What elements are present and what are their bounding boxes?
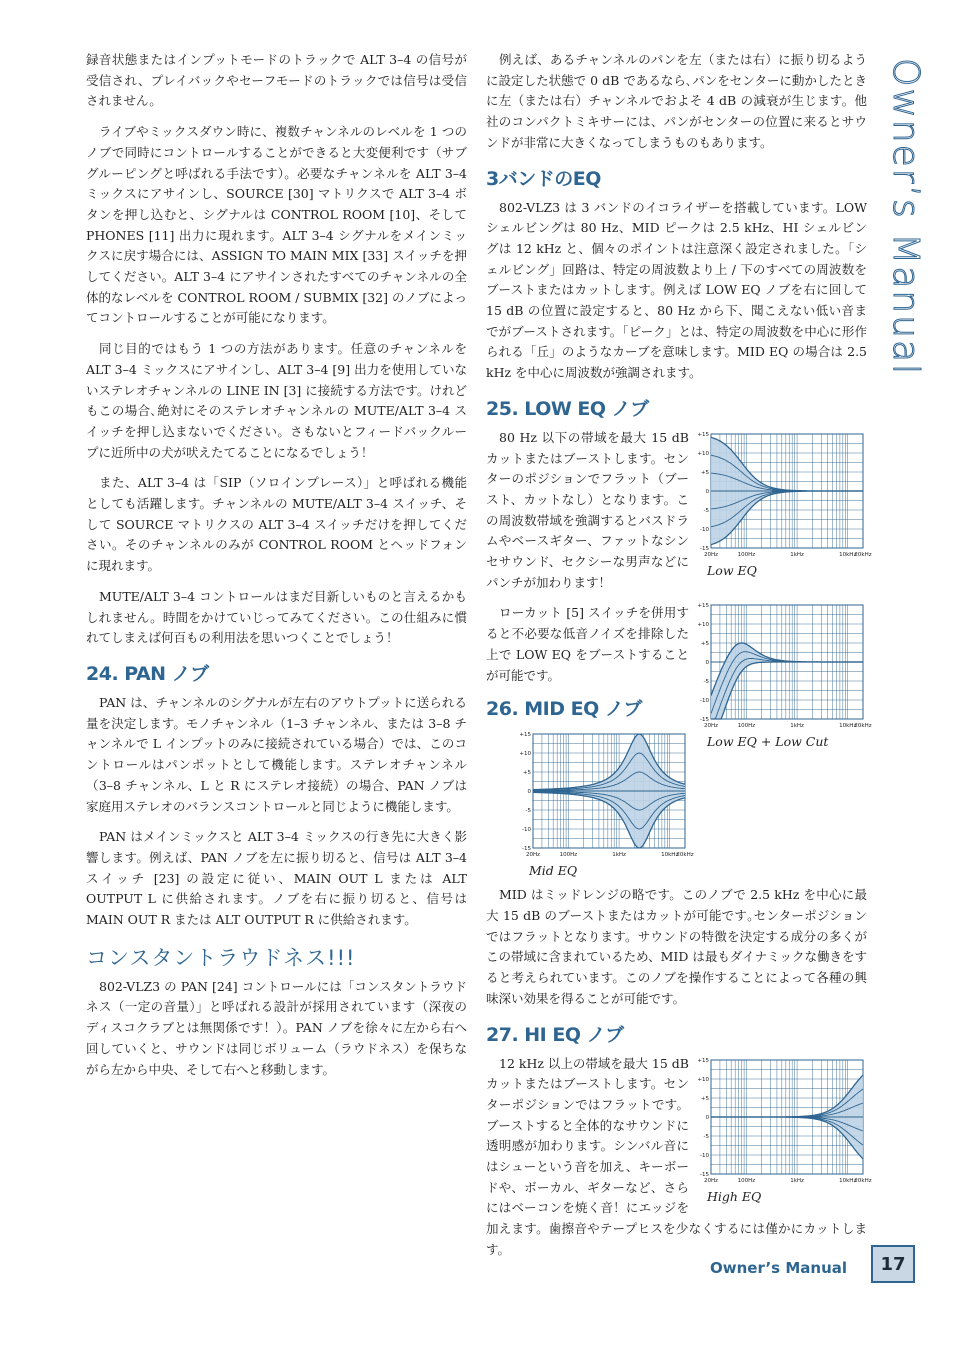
heading-3-band-eq: 3バンドのEQ — [486, 167, 601, 190]
low-eq-figure — [697, 428, 872, 750]
mid-eq-block — [486, 728, 867, 1009]
x-tick-label: 1kHz — [790, 1177, 804, 1184]
mid-eq-chart — [519, 728, 694, 863]
x-tick-label: 20kHz — [676, 852, 694, 859]
left-paragraph-1: 録音状態またはインプットモードのトラックで ALT 3–4 の信号が受信され、プレイバックやセーフモードのトラックでは信号は受信されません。 — [86, 52, 467, 109]
left-paragraph-5: MUTE/ALT 3–4 コントロールはまだ目新しいものと言えるかもしれません。時間をかけていじってみてください。この仕組みに慣れてしまえば何百もの利用法を思いつくことでしょう！ — [86, 588, 467, 646]
page-number: 17 — [880, 1253, 906, 1275]
right-paragraph-4: ローカット [5] スイッチを併用すると不必要な低音ノイズを排除した上で LOW EQ をブーストすることが可能です。 — [486, 605, 689, 683]
left-paragraph-6: PAN は、チャンネルのシグナルが左右のアウトプットに送られる量を決定します。モノチャンネル（1–3 チャンネル、または 3–8 チャンネルで L インプットのみに接続されている場合）では、このコントロールはパンポットとして機能します。ステレオチャンネル（3–8 チャンネル、L と R にステレオ接続）の場合、PAN ノブは家庭用ステレオのバランスコントロールと同じように機能します。 — [86, 694, 467, 814]
y-tick-label: -15 — [522, 846, 531, 853]
y-tick-label: -10 — [700, 1152, 709, 1159]
x-tick-label: 10kHz — [839, 551, 857, 558]
right-paragraph-1: 例えば、あるチャンネルのパンを左（または右）に振り切るように設定した状態で 0 dB であるなら､パンをセンターに動かしたときに左（または右）チャンネルでおよそ 4 dB の減衰が生じます。他社のコンパクトミキサーには、パンがセンターの位置に来るとサウンドが非常に大きくなってしまうものもあります。 — [486, 52, 867, 150]
right-paragraph-6: 12 kHz 以上の帯域を最大 15 dB カットまたはブーストします。センターポジションではフラットです。ブーストすると全体的なサウンドに透明感が加わります。シンバル音にはシューという音を加え、キーボードや、ボーカル、ギターなど、さらにはベーコンを焼く音！にエッジを加えます。歯擦音やテープヒスを少なくするには僅かにカットします。 — [486, 1055, 867, 1257]
y-tick-label: +15 — [697, 1057, 709, 1064]
y-tick-label: -5 — [703, 1133, 709, 1140]
mid-eq-figure — [519, 728, 694, 879]
heading-24-pan-knob: 24. PAN ノブ — [86, 662, 209, 685]
left-paragraph-3: 同じ目的ではもう 1 つの方法があります。任意のチャンネルを ALT 3–4 ミックスにアサインし、ALT 3–4 [9] 出力を使用していないステレオチャンネルの LINE IN [3] に接続する方法です。けれどもこの場合､絶対にそのステレオチャンネルの MUTE/ALT 3–4 スイッチを押し込まないでください。さもないとフィードバックループに近所中の犬が吠えたてることになるでしょう！ — [86, 341, 467, 460]
left-column — [86, 50, 467, 1090]
x-tick-label: 20Hz — [525, 852, 541, 859]
y-tick-label: -5 — [703, 507, 709, 514]
x-tick-label: 10kHz — [661, 852, 679, 859]
x-tick-label: 10kHz — [839, 722, 857, 729]
y-tick-label: -15 — [700, 545, 709, 552]
x-tick-label: 20kHz — [854, 1177, 872, 1184]
x-tick-label: 100Hz — [737, 722, 756, 729]
hi-eq-figure — [697, 1054, 872, 1205]
mid-eq-caption: Mid EQ — [529, 863, 578, 879]
left-paragraph-8: 802-VLZ3 の PAN [24] コントロールには「コンスタントラウドネス（一定の音量）」と呼ばれる設計が採用されています（深夜のディスコクラブとは無関係です！）。PAN ノブを徐々に左から右へ回していくと、サウンドは同じボリューム（ラウドネス）を保ちながら左から中央、そして右へと移動します。 — [86, 978, 467, 1077]
heading-26-mid-eq-knob: 26. MID EQ ノブ — [486, 698, 642, 721]
low-eq-low-cut-chart — [697, 599, 872, 734]
y-tick-label: +10 — [697, 621, 709, 628]
y-tick-label: +5 — [700, 640, 709, 647]
y-tick-label: -15 — [700, 716, 709, 723]
y-tick-label: +5 — [700, 1095, 709, 1102]
x-tick-label: 20kHz — [854, 551, 872, 558]
y-tick-label: +15 — [697, 431, 709, 438]
y-tick-label: -10 — [700, 697, 709, 704]
y-tick-label: -5 — [703, 678, 709, 685]
x-tick-label: 20Hz — [703, 722, 719, 729]
right-paragraph-2: 802-VLZ3 は 3 バンドのイコライザーを搭載しています。LOW シェルビングは 80 Hz、MID ピークは 2.5 kHz、HI シェルビングは 12 kHz と、個々のポイントは注意深く設定されました。「シェルビング」回路は、特定の周波数より上 / 下のすべての周波数をブーストまたはカットします。例えば LOW EQ ノブを右に回して 15 dB の位置に設定すると、80 Hz から下、聞こえない低い音までがブーストされます。「ピーク」とは、特定の周波数を中心に形作られる「丘」のようなカーブを意味します。MID EQ の場合は 2.5 kHz を中心に周波数が強調されます。 — [486, 199, 867, 381]
x-tick-label: 10kHz — [839, 1177, 857, 1184]
y-tick-label: 0 — [527, 789, 531, 796]
footer-manual-title: Owner’s Manual — [710, 1259, 848, 1277]
y-tick-label: 0 — [705, 488, 709, 495]
x-tick-label: 1kHz — [790, 551, 804, 558]
right-paragraph-5: MID はミッドレンジの略です。このノブで 2.5 kHz を中心に最大 15 dB のブーストまたはカットが可能です｡センターポジションではフラットとなります。サウンドの特徴を決定する成分の多くがこの帯域に含まれているため、MID は最もダイナミックな働きをすると考えられています。このノブを操作することによって各種の興味深い効果を得ることが可能です。 — [486, 887, 867, 1006]
y-tick-label: +5 — [522, 770, 531, 777]
low-eq-chart — [697, 428, 872, 563]
right-paragraph-3: 80 Hz 以下の帯域を最大 15 dB カットまたはブーストします。センターのポジションでフラット（ブースト、カットなし）となります。この周波数帯域を強調するとバスドラムやベースギター、ファットなシンセサウンド、セクシーな男声などにパンチが加わります！ — [486, 429, 689, 590]
y-tick-label: +15 — [697, 602, 709, 609]
side-title — [872, 56, 938, 377]
y-tick-label: 0 — [705, 1114, 709, 1121]
heading-constant-loudness: コンスタントラウドネス!!! — [86, 945, 356, 970]
low-eq-caption: Low EQ — [707, 562, 757, 578]
heading-27-hi-eq-knob: 27. HI EQ ノブ — [486, 1023, 624, 1046]
left-paragraph-4: また、ALT 3–4 は「SIP（ソロインプレース）」と呼ばれる機能としても活躍します。チャンネルの MUTE/ALT 3–4 スイッチ、そして SOURCE マトリクスの ALT 3–4 スイッチだけを押してください。そのチャンネルのみが CONTROL ROOM とヘッドフォンに現れます。 — [86, 475, 467, 574]
heading-25-low-eq-knob: 25. LOW EQ ノブ — [486, 397, 649, 420]
hi-eq-chart — [697, 1054, 872, 1189]
page-number-box — [871, 1245, 915, 1283]
x-tick-label: 1kHz — [612, 852, 626, 859]
y-tick-label: -5 — [525, 808, 531, 815]
x-tick-label: 20Hz — [703, 551, 719, 558]
left-paragraph-2: ライブやミックスダウン時に、複数チャンネルのレベルを 1 つのノブで同時にコントロールすることができると大変便利です（サブグルーピングと呼ばれる手法です）。必要なチャンネルを ALT 3–4 ミックスにアサインし、SOURCE [30] マトリクスで ALT 3–4 ボタンを押し込むと、シグナルは CONTROL ROOM [10]、そして PHONES [11] 出力に現れます。ALT 3–4 シグナルをメインミックスに戻す場合には、ASSIGN TO MAIN MIX [33] スイッチを押してください。ALT 3–4 にアサインされたすべてのチャンネルの全体的なレベルを CONTROL ROOM / SUBMIX [32] のノブによってコントロールすることが可能になります。 — [86, 124, 467, 326]
y-tick-label: +15 — [519, 732, 531, 739]
y-tick-label: +10 — [697, 450, 709, 457]
y-tick-label: -15 — [700, 1171, 709, 1178]
side-title-text: Owner’s Manual — [885, 58, 926, 377]
left-paragraph-7: PAN はメインミックスと ALT 3–4 ミックスの行き先に大きく影響します。例えば、PAN ノブを左に振り切ると、信号は ALT 3–4 スイッチ [23] の設定に従い、MAIN OUT L または ALT OUTPUT L に供給されます。ノブを右に振り切ると、信号は MAIN OUT R または ALT OUTPUT R に供給されます。 — [86, 829, 467, 928]
y-tick-label: -10 — [700, 526, 709, 533]
hi-eq-caption: High EQ — [707, 1188, 762, 1204]
y-tick-label: -10 — [522, 827, 531, 834]
y-tick-label: +5 — [700, 469, 709, 476]
y-tick-label: 0 — [705, 659, 709, 666]
x-tick-label: 100Hz — [737, 1177, 756, 1184]
x-tick-label: 20kHz — [854, 722, 872, 729]
hi-eq-block — [486, 1054, 872, 1261]
low-eq-low-cut-caption: Low EQ + Low Cut — [707, 733, 829, 749]
x-tick-label: 100Hz — [559, 852, 578, 859]
x-tick-label: 1kHz — [790, 722, 804, 729]
x-tick-label: 100Hz — [737, 551, 756, 558]
y-tick-label: +10 — [519, 751, 531, 758]
y-tick-label: +10 — [697, 1076, 709, 1083]
x-tick-label: 20Hz — [703, 1177, 719, 1184]
right-column — [486, 50, 872, 1271]
